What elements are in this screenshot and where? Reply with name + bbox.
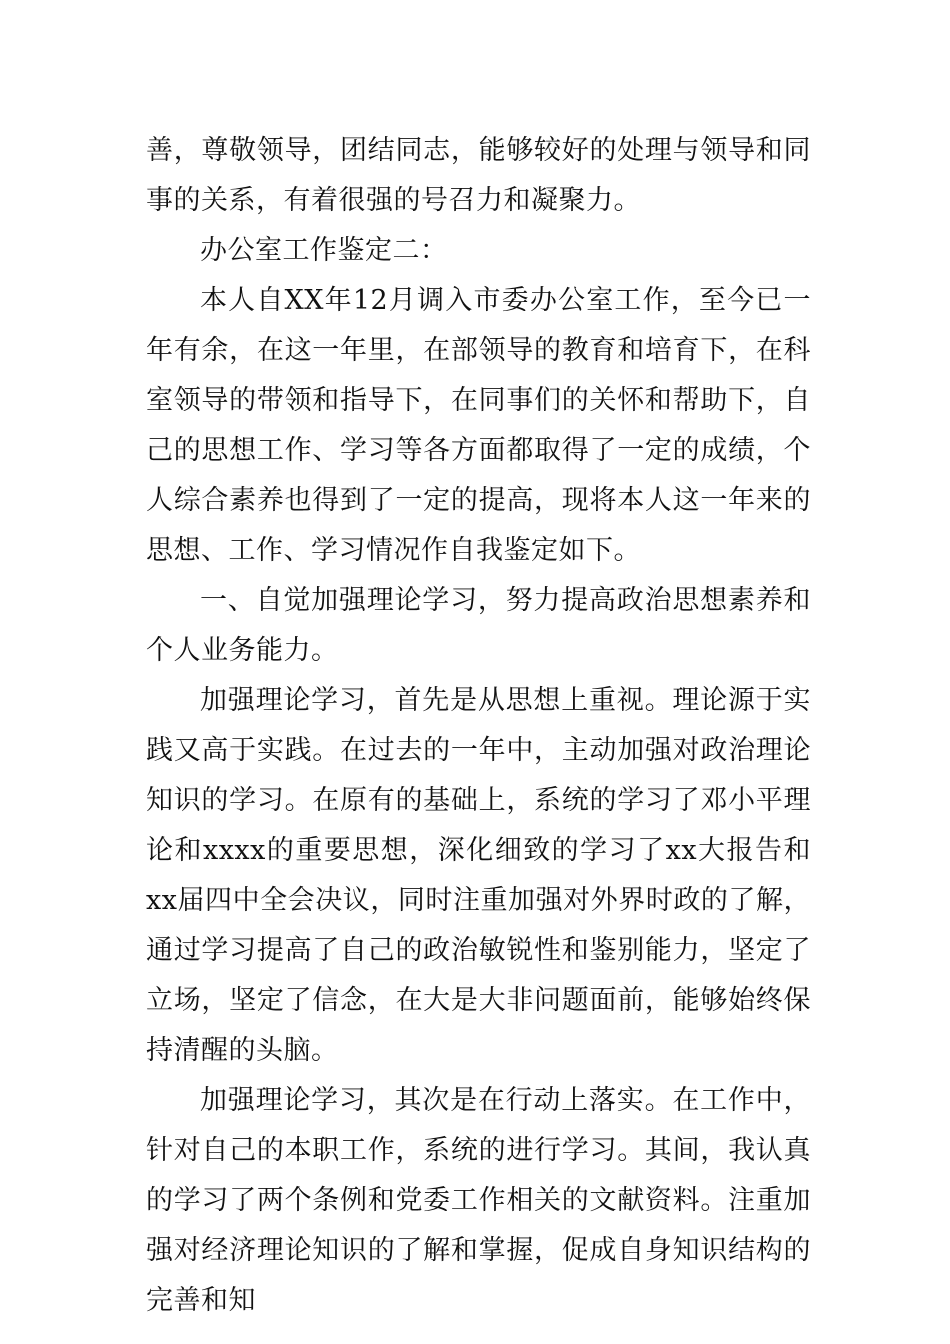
paragraph: 加强理论学习，首先是从思想上重视。理论源于实践又高于实践。在过去的一年中，主动加强对政治理论知识的学习。在原有的基础上，系统的学习了邓小平理论和xxxx的重要思想，深化细致的学习了xx大报告和xx届四中全会决议，同时注重加强对外界时政的了解，通过学习提高了自己的政治敏锐性和鉴别能力，坚定了立场，坚定了信念，在大是大非问题面前，能够始终保持清醒的头脑。 — [146, 685, 811, 1066]
paragraph-continuation: 善，尊敬领导，团结同志，能够较好的处理与领导和同事的关系，有着很强的号召力和凝聚力。 — [146, 135, 811, 216]
paragraph-heading: 一、自觉加强理论学习，努力提高政治思想素养和个人业务能力。 — [146, 585, 811, 666]
document-body — [146, 126, 811, 1326]
paragraph: 本人自XX年12月调入市委办公室工作，至今已一年有余，在这一年里，在部领导的教育和培育下，在科室领导的带领和指导下，在同事们的关怀和帮助下，自己的思想工作、学习等各方面都取得了一定的成绩，个人综合素养也得到了一定的提高，现将本人这一年来的思想、工作、学习情况作自我鉴定如下。 — [146, 285, 811, 566]
paragraph: 加强理论学习，其次是在行动上落实。在工作中，针对自己的本职工作，系统的进行学习。其间，我认真的学习了两个条例和党委工作相关的文献资料。注重加强对经济理论知识的了解和掌握，促成自身知识结构的完善和知 — [146, 1085, 811, 1316]
section-heading: 办公室工作鉴定二： — [200, 235, 448, 266]
